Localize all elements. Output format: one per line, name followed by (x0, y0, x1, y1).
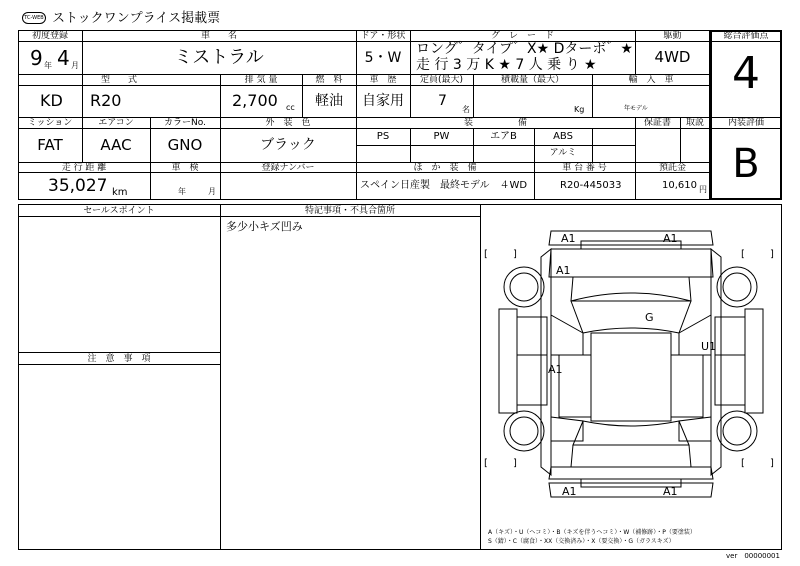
label-car-name: 車 名 (200, 31, 237, 41)
fuel-value: 軽油 (315, 93, 343, 109)
label-aircon: エアコン (98, 118, 134, 128)
import-note: 年モデル (624, 105, 648, 112)
capacity-unit: 名 (462, 105, 470, 114)
svg-text:]: ] (770, 458, 774, 469)
label-reg-number: 登録ナンバー (261, 163, 315, 173)
label-other-equipment: ほ か 装 備 (413, 163, 477, 173)
displacement-unit: cc (286, 103, 295, 112)
capacity-value: 7 (438, 93, 447, 109)
aircon-value: AAC (100, 136, 132, 154)
label-import: 輸 入 車 (628, 75, 674, 85)
remarks-text: 多少小キズ凹み (226, 220, 303, 233)
mark-right-door: U1 (701, 340, 717, 353)
reg-month: 4 (57, 46, 70, 70)
label-notes: 注 意 事 項 (87, 354, 151, 364)
legend-line2: S（錆）・C（腐食）・XX（交換済み）・X（要交換）・G（ガラスキズ） (488, 538, 675, 545)
drive-value: 4WD (654, 48, 691, 66)
mark-rear-bumper-right: A1 (663, 485, 678, 498)
logo: TC-WEB (22, 12, 46, 24)
reg-year: 9 (30, 46, 43, 70)
equip-alumi: アルミ (549, 148, 577, 158)
chassis-value: R20-445033 (560, 180, 622, 191)
model-value: R20 (90, 91, 122, 110)
inspect-month: 月 (208, 187, 216, 196)
label-overall-score: 総合評価点 (723, 31, 769, 41)
svg-text:[: [ (484, 249, 488, 260)
label-warranty: 保証書 (643, 118, 671, 128)
model-prefix: KD (40, 91, 63, 110)
other-equipment-value: スペイン日産製 最終モデル ４WD (360, 180, 528, 191)
grade-line1: ロング゛タイプ゛X★ Dターボ゛★ (416, 41, 633, 57)
label-color-no: カラーNo. (164, 118, 206, 128)
mark-roof: G (645, 311, 654, 324)
label-sales-points: セールスポイント (83, 206, 155, 216)
mileage-value: 35,027 (48, 176, 108, 196)
equip-airbag: エアB (490, 131, 517, 142)
label-equipment: 装 備 (463, 118, 527, 128)
color-value: ブラック (260, 137, 316, 153)
mileage-unit: km (112, 187, 128, 198)
mark-left-door: A1 (548, 363, 563, 376)
label-remarks: 特記事項・不具合箇所 (304, 206, 395, 216)
label-displacement: 排 気 量 (244, 75, 278, 85)
label-door: ドア・形状 (360, 31, 406, 41)
label-mission: ミッション (27, 118, 73, 128)
mark-hood-left: A1 (556, 264, 571, 277)
equip-pw: PW (433, 131, 450, 142)
mark-rear-bumper-left: A1 (562, 485, 577, 498)
label-interior: 内装評価 (727, 118, 764, 128)
displacement-value: 2,700 (232, 91, 278, 110)
history-value: 自家用 (362, 93, 404, 109)
equip-abs: ABS (553, 131, 573, 142)
reg-year-unit: 年 (44, 61, 52, 70)
inspect-year: 年 (178, 187, 186, 196)
svg-text:[: [ (741, 458, 745, 469)
door-type: 5・W (364, 50, 402, 66)
label-model: 型 式 (100, 75, 137, 85)
legend-line1: A（キズ）・U（ヘコミ）・B（キズを伴うヘコミ）・W（補修跡）・P（要塗装） (488, 529, 696, 536)
car-damage-diagram (481, 205, 781, 527)
mark-front-bumper-right: A1 (663, 232, 678, 245)
svg-text:]: ] (513, 458, 517, 469)
label-history: 車 歴 (369, 75, 397, 85)
label-inspection: 車 検 (171, 163, 199, 173)
page-title: ストックワンプライス掲載票 (52, 11, 221, 26)
label-grade: グ レ ー ド (490, 31, 554, 41)
label-manual: 取説 (685, 118, 704, 128)
svg-text:]: ] (770, 249, 774, 260)
mission-value: FAT (37, 136, 63, 154)
label-drive: 駆動 (663, 31, 682, 41)
label-first-reg: 初度登録 (31, 31, 68, 41)
label-chassis: 車 台 番 号 (562, 163, 607, 173)
equip-ps: PS (376, 131, 390, 142)
load-unit: Kg (574, 105, 585, 114)
svg-text:[: [ (484, 458, 488, 469)
label-exterior: 外 装 色 (265, 118, 311, 128)
svg-text:]: ] (513, 249, 517, 260)
label-fuel: 燃 料 (315, 75, 343, 85)
price-unit: 円 (699, 185, 707, 194)
label-load: 積載量（最大） (500, 75, 564, 85)
overall-score: 4 (732, 48, 760, 99)
label-capacity: 定員(最大) (419, 75, 464, 85)
color-no-value: GNO (167, 136, 203, 154)
reg-month-unit: 月 (71, 61, 79, 70)
price-value: 10,610 (662, 180, 697, 191)
grade-line2: 走 行 3 万 K ★ 7 人 乗 り ★ (416, 57, 597, 73)
label-price: 預託金 (658, 163, 686, 173)
version-label: ver 00000001 (726, 552, 780, 560)
label-mileage: 走 行 距 離 (61, 163, 107, 173)
svg-text:[: [ (741, 249, 745, 260)
interior-score: B (732, 141, 760, 187)
car-name: ミストラル (174, 47, 264, 68)
mark-front-bumper: A1 (561, 232, 576, 245)
